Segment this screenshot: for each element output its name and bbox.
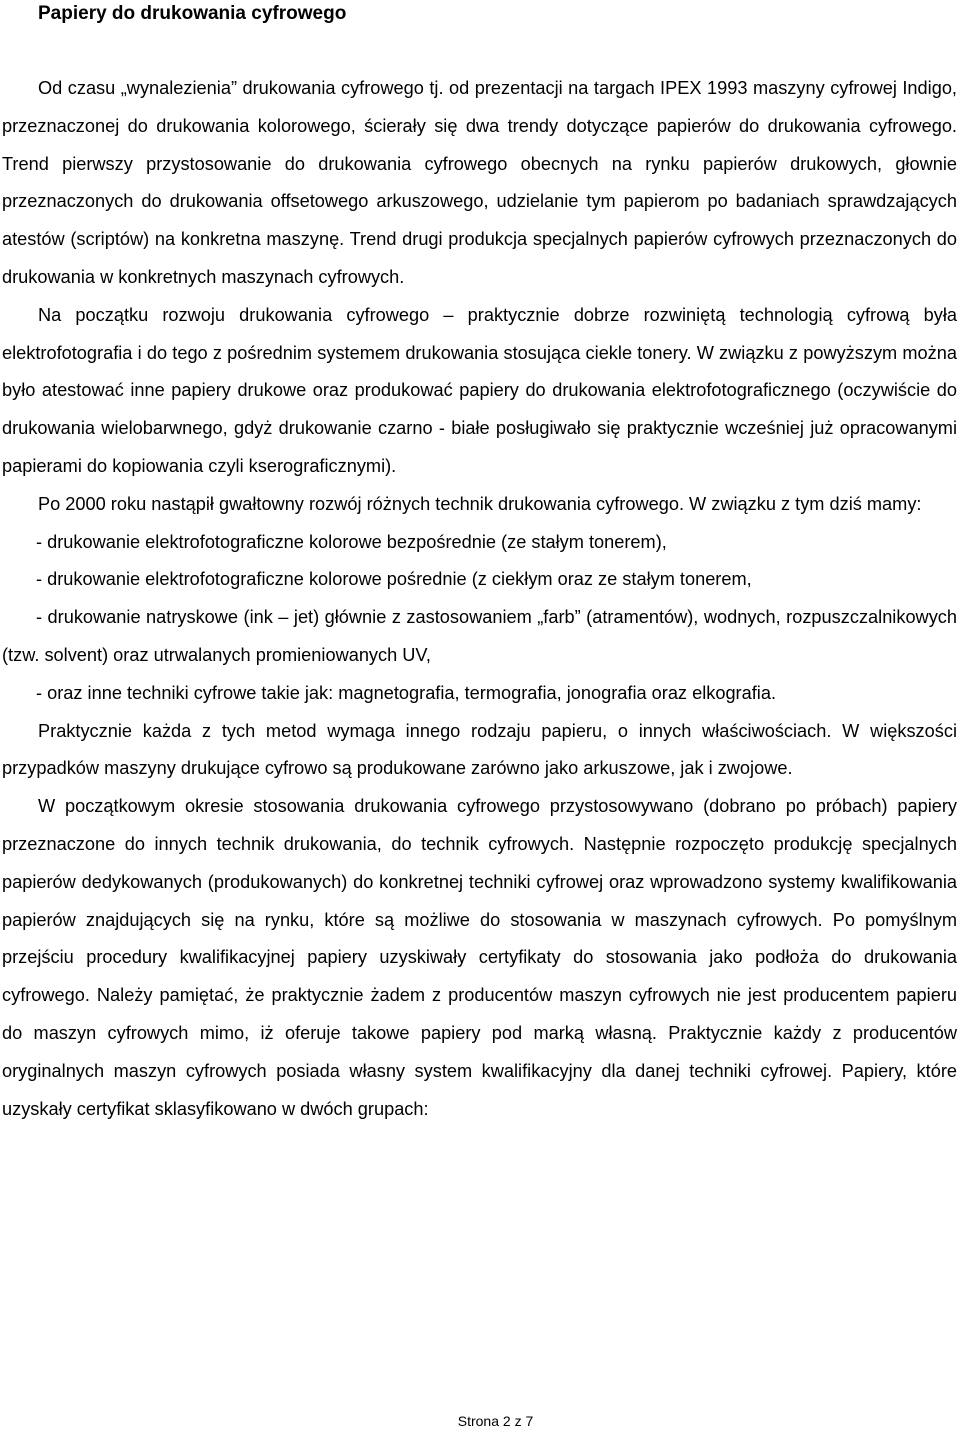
list-item-direct-electrophotography: - drukowanie elektrofotograficzne kolorowe bezpośrednie (ze stałym tonerem),	[36, 531, 667, 552]
paragraph-early-period: W początkowym okresie stosowania drukowania cyfrowego przystosowywano (dobrano po próbach) papiery przeznaczone do innych technik drukowania, do technik cyfrowych. Następnie rozpoczęto produkcję specjalnych papierów dedykowanych (produkowanych) do konkretnej techniki cyfrowej oraz wprowadzono systemy kwalifikowania papierów znajdujących się na rynku, które są możliwe do stosowania w maszynach cyfrowych. Po pomyślnym przejściu procedury kwalifikacyjnej papiery uzyskiwały certyfikaty do stosowania jako podłoża do drukowania cyfrowego. Należy pamiętać, że praktycznie żadem z producentów maszyn cyfrowych nie jest producentem papieru do maszyn cyfrowych mimo, iż oferuje takowe papiery pod marką własną. Praktycznie każdy z producentów oryginalnych maszyn cyfrowych posiada własny system kwalifikacyjny dla danej techniki cyfrowej. Papiery, które uzyskały certyfikat sklasyfikowano w dwóch grupach:	[2, 796, 957, 1119]
paragraph-paper-requirements: Praktycznie każda z tych metod wymaga innego rodzaju papieru, o innych właściwościach. W większości przypadków maszyny drukujące cyfrowo są produkowane zarówno jako arkuszowe, jak i zwojowe.	[2, 720, 957, 779]
list-item-other-techniques: - oraz inne techniki cyfrowe takie jak: magnetografia, termografia, jonografia oraz elkografia.	[36, 682, 776, 703]
document-title: Papiery do drukowania cyfrowego	[38, 3, 347, 24]
page-number: Strona 2 z 7	[457, 1413, 534, 1429]
paragraph-intro: Od czasu „wynalezienia” drukowania cyfrowego tj. od prezentacji na targach IPEX 1993 maszyny cyfrowej Indigo, przeznaczonej do drukowania kolorowego, ścierały się dwa trendy dotyczące papierów do drukowania cyfrowego. Trend pierwszy przystosowanie do drukowania cyfrowego obecnych na rynku papierów drukowych, głownie przeznaczonych do drukowania offsetowego arkuszowego, udzielanie tym papierom po badaniach sprawdzających atestów (scriptów) na konkretna maszynę. Trend drugi produkcja specjalnych papierów cyfrowych przeznaczonych do drukowania w konkretnych maszynach cyfrowych.	[2, 78, 957, 287]
list-item-indirect-electrophotography: - drukowanie elektrofotograficzne kolorowe pośrednie (z ciekłym oraz ze stałym tonerem,	[36, 569, 752, 590]
document-body	[2, 70, 957, 1128]
paragraph-beginnings: Na początku rozwoju drukowania cyfrowego – praktycznie dobrze rozwiniętą technologią cyfrową była elektrofotografia i do tego z pośrednim systemem drukowania stosująca ciekle tonery. W związku z powyższym można było atestować inne papiery drukowe oraz produkować papiery do drukowania elektrofotograficznego (oczywiście do drukowania wielobarwnego, gdyż drukowanie czarno - białe posługiwało się praktycznie wcześniej już opracowanymi papierami do kopiowania czyli kserograficznymi).	[2, 304, 957, 476]
list-item-inkjet: - drukowanie natryskowe (ink – jet) głównie z zastosowaniem „farb” (atramentów), wodnych, rozpuszczalnikowych (tzw. solvent) oraz utrwalanych promieniowanych UV,	[2, 607, 957, 665]
paragraph-after-2000: Po 2000 roku nastąpił gwałtowny rozwój różnych technik drukowania cyfrowego. W związku z tym dziś mamy:	[38, 493, 922, 514]
